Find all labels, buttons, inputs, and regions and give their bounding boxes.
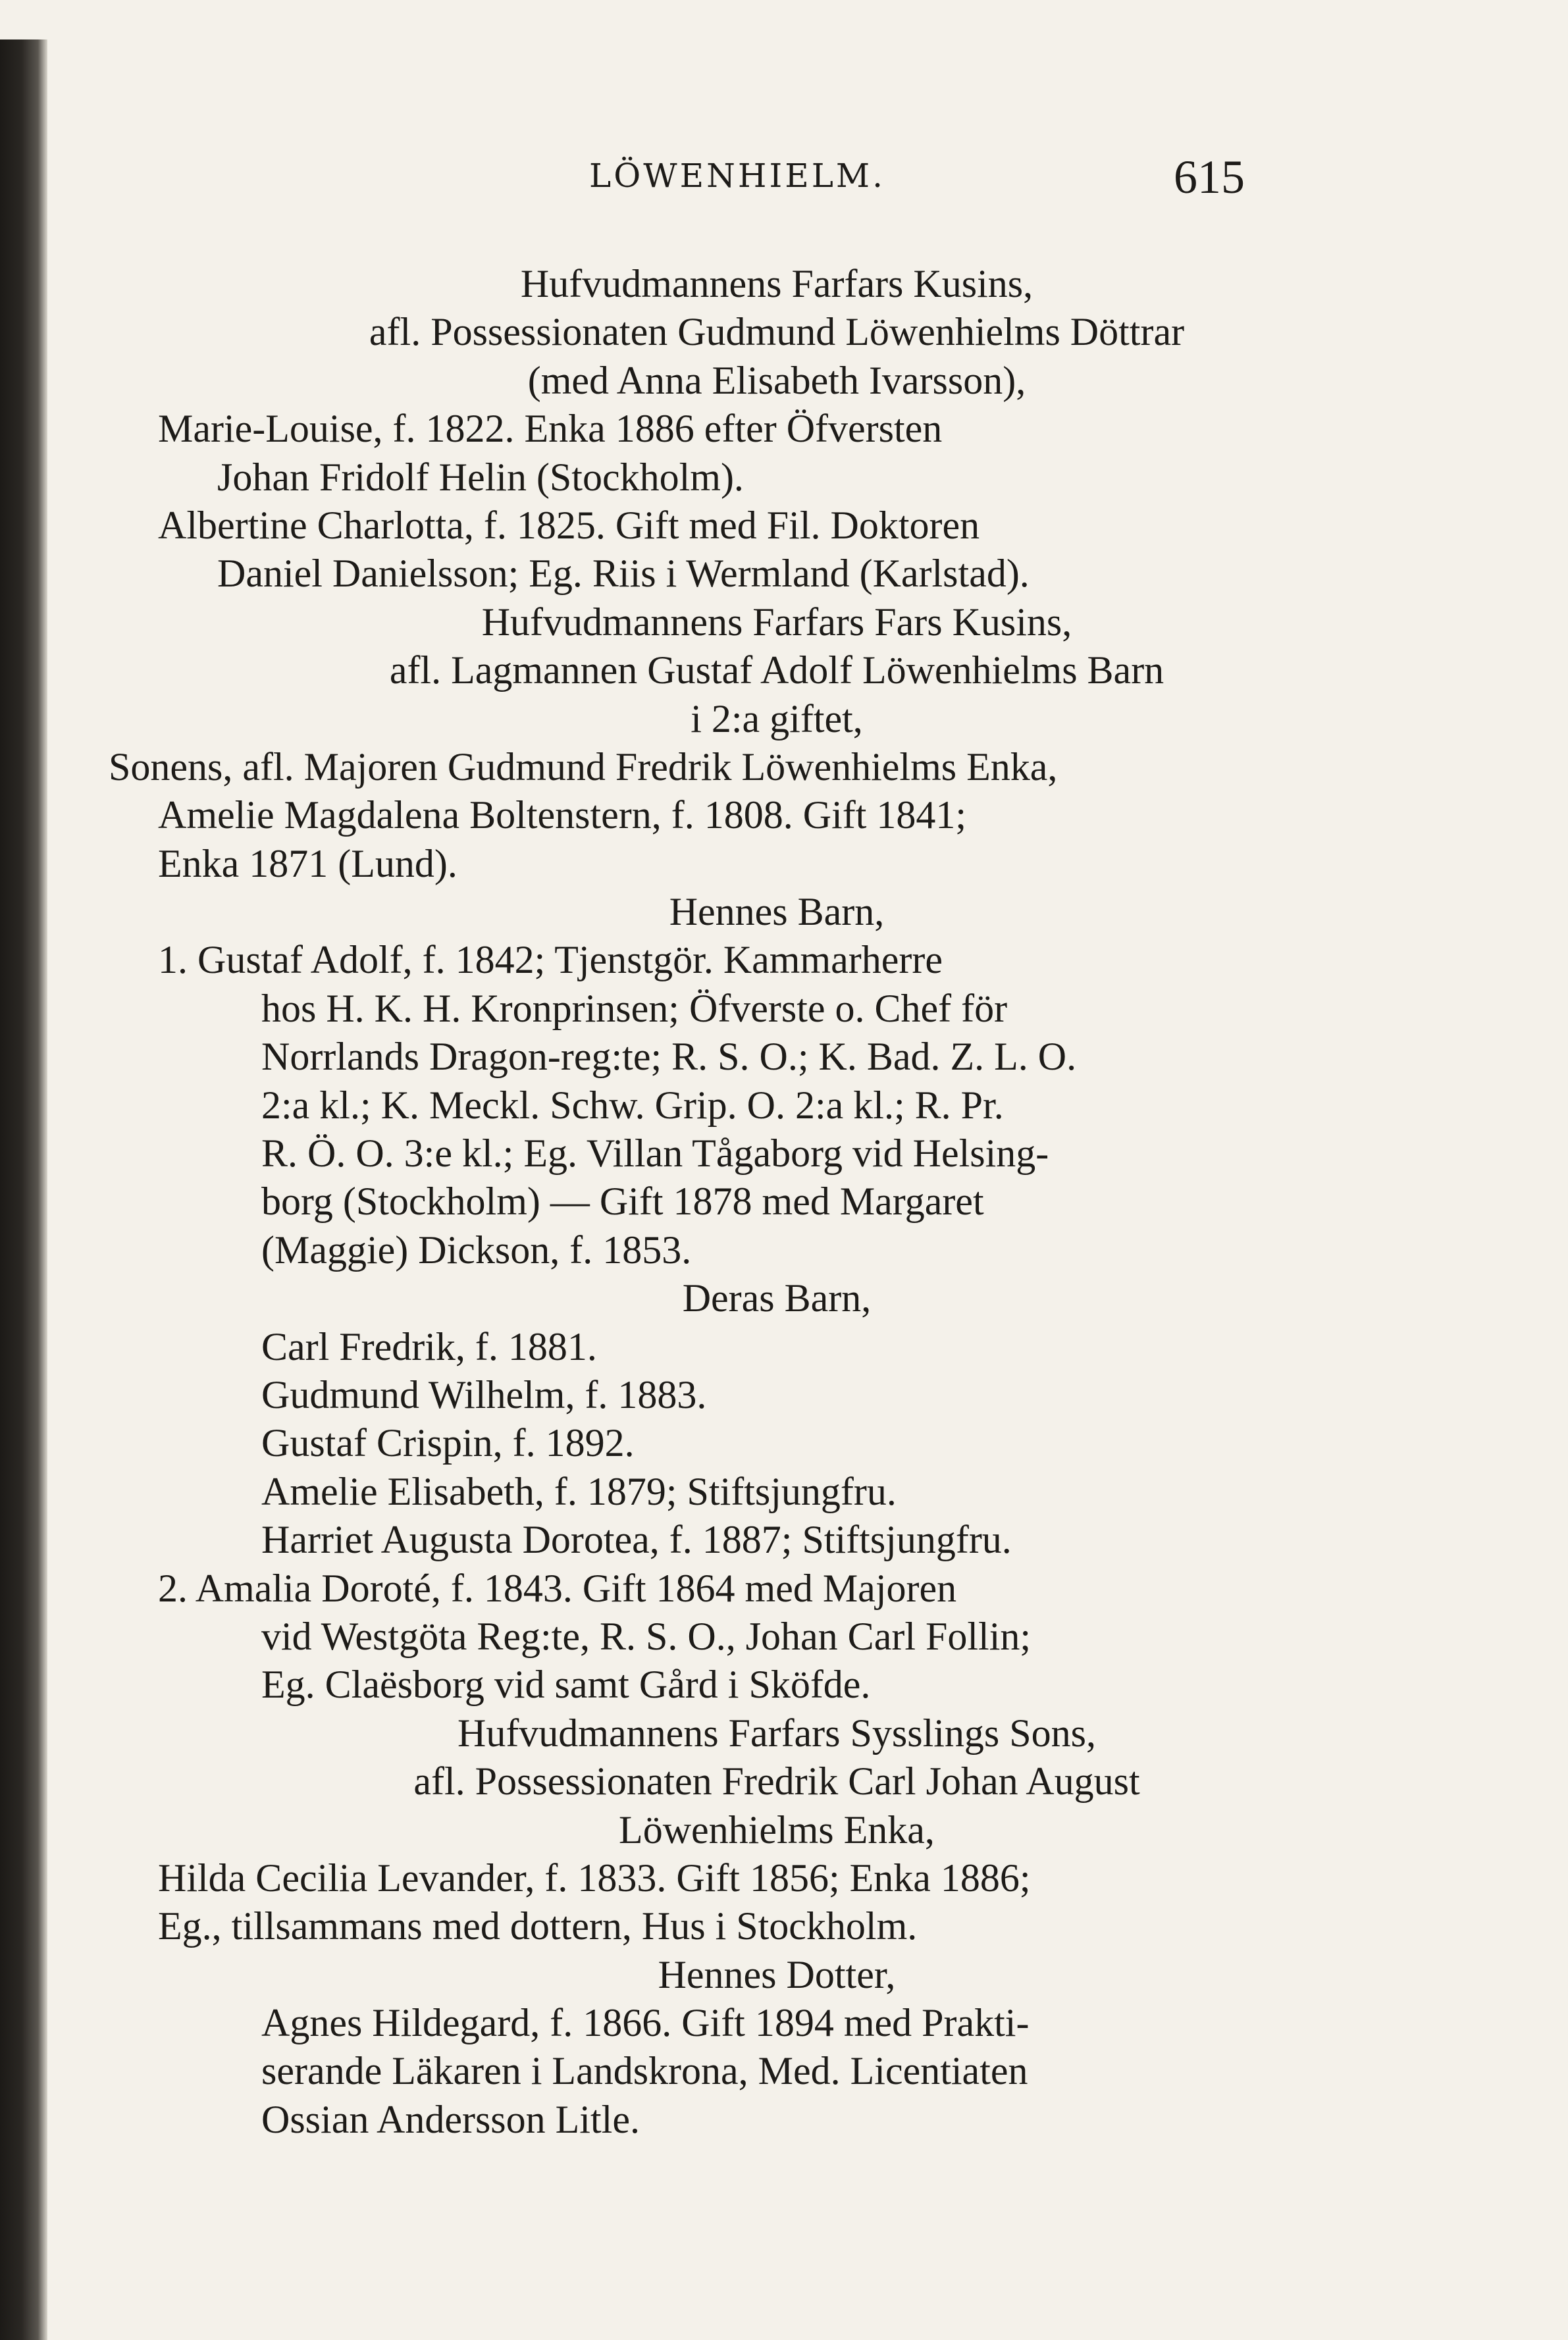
text-line: Hufvudmannens Farfars Kusins, xyxy=(520,262,1033,305)
text-line: Agnes Hildegard, f. 1866. Gift 1894 med Prakti- xyxy=(261,2001,1030,2045)
text-line: Löwenhielms Enka, xyxy=(619,1807,935,1852)
text-line: R. Ö. O. 3:e kl.; Eg. Villan Tågaborg vid Helsing- xyxy=(261,1131,1049,1176)
text-line: Gustaf Crispin, f. 1892. xyxy=(261,1421,635,1465)
text-line: hos H. K. H. Kronprinsen; Öfverste o. Chef för xyxy=(261,986,1008,1030)
text-line: serande Läkaren i Landskrona, Med. Licentiaten xyxy=(261,2049,1028,2093)
text-line: afl. Possessionaten Fredrik Carl Johan August xyxy=(413,1759,1140,1804)
page-body xyxy=(109,260,1396,2144)
text-line: Hennes Dotter, xyxy=(658,1952,896,1996)
text-line: Harriet Augusta Dorotea, f. 1887; Stiftsjungfru. xyxy=(261,1518,1012,1562)
text-line: borg (Stockholm) — Gift 1878 med Margaret xyxy=(261,1180,984,1224)
page-header xyxy=(0,138,1568,217)
text-line: Enka 1871 (Lund). xyxy=(158,841,457,885)
text-line: Carl Fredrik, f. 1881. xyxy=(261,1324,597,1368)
text-line: Amelie Magdalena Boltenstern, f. 1808. Gift 1841; xyxy=(158,793,967,837)
text-line: Eg., tillsammans med dottern, Hus i Stockholm. xyxy=(158,1904,918,1948)
text-line: Norrlands Dragon-reg:te; R. S. O.; K. Bad. Z. L. O. xyxy=(261,1035,1077,1079)
text-line: afl. Possessionaten Gudmund Löwenhielms Döttrar xyxy=(369,310,1185,354)
text-line: Sonens, afl. Majoren Gudmund Fredrik Löwenhielms Enka, xyxy=(109,744,1058,789)
text-line: Daniel Danielsson; Eg. Riis i Wermland (Karlstad). xyxy=(217,552,1030,596)
text-line: (med Anna Elisabeth Ivarsson), xyxy=(527,358,1026,402)
running-title: LÖWENHIELM. xyxy=(589,157,885,195)
text-line: vid Westgöta Reg:te, R. S. O., Johan Carl Follin; xyxy=(261,1614,1032,1658)
text-line: 2. Amalia Doroté, f. 1843. Gift 1864 med Majoren xyxy=(158,1566,957,1610)
text-line: Johan Fridolf Helin (Stockholm). xyxy=(217,455,744,499)
text-line: afl. Lagmannen Gustaf Adolf Löwenhielms Barn xyxy=(389,648,1164,692)
text-line: Albertine Charlotta, f. 1825. Gift med Fil. Doktoren xyxy=(158,503,980,547)
text-line: Hufvudmannens Farfars Sysslings Sons, xyxy=(457,1711,1096,1755)
text-line: Hilda Cecilia Levander, f. 1833. Gift 1856; Enka 1886; xyxy=(158,1856,1031,1900)
text-line: 2:a kl.; K. Meckl. Schw. Grip. O. 2:a kl.; R. Pr. xyxy=(261,1083,1004,1127)
text-line: Gudmund Wilhelm, f. 1883. xyxy=(261,1372,707,1417)
text-line: (Maggie) Dickson, f. 1853. xyxy=(261,1228,692,1272)
text-line: Hennes Barn, xyxy=(669,890,885,934)
page-number: 615 xyxy=(1174,151,1245,203)
text-line: Eg. Claësborg vid samt Gård i Sköfde. xyxy=(261,1663,871,1707)
text-line: Deras Barn, xyxy=(682,1276,872,1320)
text-line: Ossian Andersson Litle. xyxy=(261,2097,640,2141)
text-line: Amelie Elisabeth, f. 1879; Stiftsjungfru. xyxy=(261,1469,897,1513)
text-line: 1. Gustaf Adolf, f. 1842; Tjenstgör. Kammarherre xyxy=(158,938,943,982)
book-spine-shadow xyxy=(0,39,47,2340)
text-line: Hufvudmannens Farfars Fars Kusins, xyxy=(481,600,1072,644)
text-line: Marie-Louise, f. 1822. Enka 1886 efter Öfversten xyxy=(158,407,943,451)
text-line: i 2:a giftet, xyxy=(691,696,863,741)
